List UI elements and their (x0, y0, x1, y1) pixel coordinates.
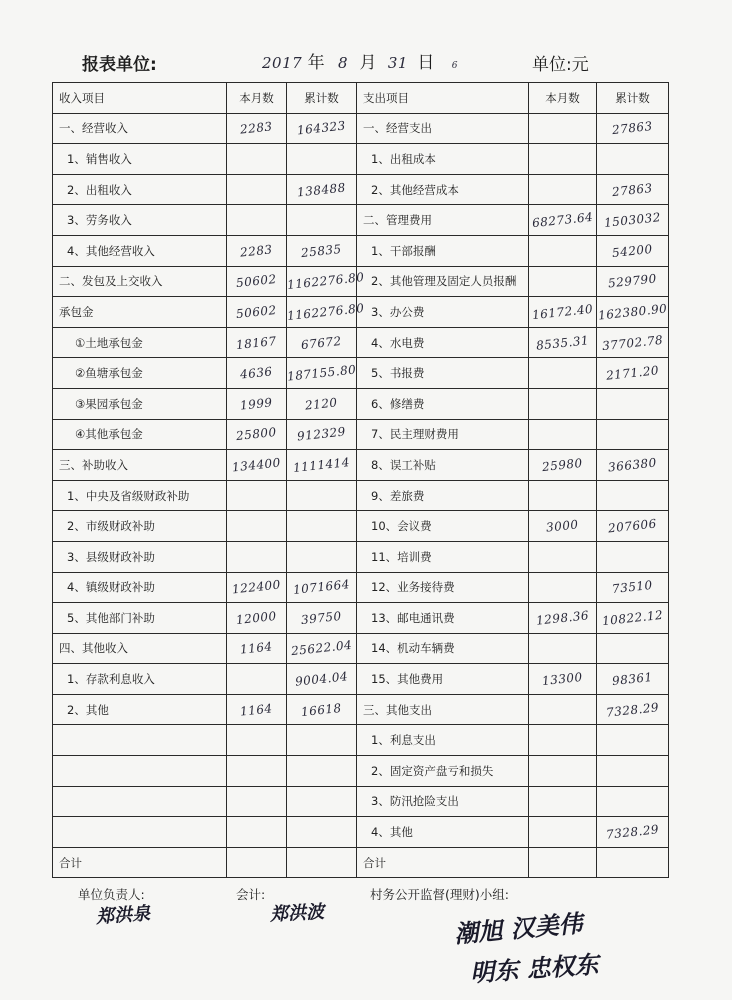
income-item-cell: 2、出租收入 (53, 174, 227, 205)
income-cumulative-cell (286, 266, 366, 297)
handwritten-value: 529790 (607, 271, 658, 291)
income-month-cell (227, 694, 287, 725)
expense-month-cell (529, 725, 597, 756)
expense-item-cell: 8、误工补贴 (357, 450, 529, 481)
expense-month-cell (529, 511, 597, 542)
income-item-cell: ④其他承包金 (53, 419, 227, 450)
income-cumulative-cell (287, 633, 357, 664)
expense-month-cell (529, 144, 597, 175)
income-month-cell (227, 205, 287, 236)
income-cumulative-cell (287, 144, 357, 175)
income-month-cell (227, 327, 287, 358)
income-month-cell (227, 847, 287, 878)
unit-label: 报表单位: (82, 55, 157, 75)
expense-cumulative-cell (597, 174, 669, 205)
expense-month-cell (529, 664, 597, 695)
expense-cumulative-cell (597, 419, 669, 450)
expense-item-cell: 11、培训费 (357, 541, 529, 572)
expense-item-cell: 2、固定资产盘亏和损失 (357, 756, 529, 787)
expense-item-cell: 14、机动车辆费 (357, 633, 529, 664)
expense-month-cell (529, 358, 597, 389)
handwritten-value: 25980 (541, 455, 584, 475)
expense-cumulative-cell (597, 725, 669, 756)
expense-item-cell: 10、会议费 (357, 511, 529, 542)
income-month-cell (227, 388, 287, 419)
income-month-cell (227, 664, 287, 695)
income-month-cell (227, 358, 287, 389)
handwritten-value: 12000 (235, 608, 278, 627)
handwritten-value: 27863 (611, 180, 654, 199)
expense-month-cell (529, 603, 597, 634)
expense-item-cell: 合计 (357, 847, 529, 878)
expense-month-cell (529, 847, 597, 878)
expense-month-cell (529, 541, 597, 572)
income-month-cell (227, 786, 287, 817)
expense-month-header: 本月数 (529, 83, 597, 114)
expense-cumulative-cell (597, 633, 669, 664)
handwritten-value: 25800 (235, 425, 278, 444)
expense-month-cell (529, 327, 597, 358)
income-month-cell (227, 572, 287, 603)
table-row (53, 480, 669, 511)
expense-cumulative-cell (597, 480, 669, 511)
handwritten-value: 1162276.80 (286, 300, 366, 323)
income-month-cell (227, 144, 287, 175)
income-item-cell: 1、存款利息收入 (53, 664, 227, 695)
handwritten-value: 366380 (607, 455, 658, 475)
income-item-cell: 一、经营收入 (53, 113, 227, 144)
handwritten-value: 3000 (545, 517, 580, 535)
signature-area (0, 885, 732, 995)
income-cumulative-cell (287, 603, 357, 634)
expense-month-cell (529, 174, 597, 205)
expense-item-cell: 15、其他费用 (357, 664, 529, 695)
income-cumulative-cell (287, 388, 357, 419)
expense-cumulative-cell (597, 144, 669, 175)
handwritten-value: 25622.04 (290, 638, 353, 659)
income-month-cell (227, 633, 287, 664)
expense-item-cell: 12、业务接待费 (357, 572, 529, 603)
income-item-cell: 三、补助收入 (53, 450, 227, 481)
table-row (53, 113, 669, 144)
handwritten-value: 67672 (300, 333, 343, 352)
handwritten-value: 138488 (296, 180, 347, 200)
income-item-cell: 2、市级财政补助 (53, 511, 227, 542)
expense-item-cell: 7、民主理财费用 (357, 419, 529, 450)
expense-cumulative-cell (597, 786, 669, 817)
expense-cumulative-cell (597, 388, 669, 419)
expense-item-cell: 4、其他 (357, 817, 529, 848)
handwritten-value: 1162276.80 (286, 270, 366, 293)
income-cumulative-cell (287, 664, 357, 695)
expense-month-cell (529, 297, 597, 328)
expense-cumulative-cell (597, 511, 669, 542)
expense-month-cell (529, 450, 597, 481)
income-item-cell (53, 725, 227, 756)
handwritten-value: 73510 (611, 578, 654, 597)
table-row (53, 266, 669, 297)
income-cumulative-cell (287, 235, 357, 266)
handwritten-value: 8535.31 (535, 332, 590, 353)
handwritten-value: 4636 (239, 364, 274, 382)
report-header (0, 48, 732, 78)
handwritten-value: 16172.40 (531, 301, 594, 323)
table-row (53, 633, 669, 664)
income-item-cell: ②鱼塘承包金 (53, 358, 227, 389)
expense-item-cell: 5、书报费 (357, 358, 529, 389)
handwritten-value: 207606 (607, 516, 658, 536)
handwritten-value: 134400 (231, 455, 282, 475)
income-item-cell: 合计 (53, 847, 227, 878)
handwritten-value: 7328.29 (605, 699, 660, 720)
income-item-cell: 承包金 (53, 297, 227, 328)
income-cumulative-cell (287, 480, 357, 511)
handwritten-value: 1111414 (292, 454, 351, 475)
table-row (53, 174, 669, 205)
income-cumulative-cell (286, 297, 366, 328)
expense-cumulative-cell (597, 450, 669, 481)
expense-month-cell (529, 235, 597, 266)
expense-cumulative-header: 累计数 (597, 83, 669, 114)
handwritten-value: 2283 (239, 242, 274, 260)
expense-item-cell: 1、干部报酬 (357, 235, 529, 266)
expense-item-cell: 3、办公费 (357, 297, 529, 328)
handwritten-value: 164323 (296, 118, 347, 138)
date-year: 2017 (262, 54, 303, 72)
income-item-header: 收入项目 (53, 83, 227, 114)
income-month-cell (227, 174, 287, 205)
income-item-cell: 5、其他部门补助 (53, 603, 227, 634)
income-item-cell (53, 786, 227, 817)
expense-month-cell (529, 817, 597, 848)
date-day: 31 (387, 54, 408, 72)
handwritten-value: 37702.78 (601, 332, 664, 353)
income-item-cell: 3、劳务收入 (53, 205, 227, 236)
expense-month-cell (529, 572, 597, 603)
expense-item-cell: 9、差旅费 (357, 480, 529, 511)
income-cumulative-cell (287, 511, 357, 542)
handwritten-value: 912329 (296, 424, 347, 444)
income-cumulative-cell (287, 450, 357, 481)
handwritten-value: 187155.80 (286, 362, 357, 384)
income-cumulative-cell (287, 541, 357, 572)
currency-label: 单位:元 (532, 55, 589, 75)
expense-item-cell: 6、修缮费 (357, 388, 529, 419)
expense-cumulative-cell (597, 205, 669, 236)
expense-cumulative-cell (597, 235, 669, 266)
handwritten-value: 50602 (235, 272, 278, 291)
handwritten-value: 39750 (300, 608, 343, 627)
income-month-cell (227, 480, 287, 511)
expense-item-cell: 2、其他管理及固定人员报酬 (357, 266, 529, 297)
date-mark: 6 (451, 61, 458, 71)
table-row (53, 786, 669, 817)
accountant-label: 会计: (236, 887, 266, 902)
income-item-cell: 1、中央及省级财政补助 (53, 480, 227, 511)
handwritten-value: 18167 (235, 333, 278, 352)
table-row (53, 358, 669, 389)
handwritten-value: 10822.12 (601, 607, 664, 629)
table-row (53, 419, 669, 450)
expense-cumulative-cell (597, 572, 669, 603)
expense-cumulative-cell (597, 113, 669, 144)
handwritten-value: 1999 (239, 395, 274, 413)
table-row (53, 327, 669, 358)
handwritten-value: 162380.90 (597, 301, 668, 323)
leader-label: 单位负责人: (78, 887, 145, 902)
income-cumulative-cell (287, 174, 357, 205)
handwritten-value: 54200 (611, 241, 654, 260)
handwritten-value: 1298.36 (535, 608, 590, 628)
table-row (53, 541, 669, 572)
table-row (53, 572, 669, 603)
table-row (53, 297, 669, 328)
expense-month-cell (529, 633, 597, 664)
table-row (53, 694, 669, 725)
expense-cumulative-cell (597, 541, 669, 572)
income-item-cell (53, 817, 227, 848)
handwritten-value: 2120 (304, 395, 339, 413)
income-cumulative-cell (287, 725, 357, 756)
income-item-cell: 四、其他收入 (53, 633, 227, 664)
income-month-cell (227, 603, 287, 634)
expense-cumulative-cell (597, 266, 669, 297)
income-item-cell: ①土地承包金 (53, 327, 227, 358)
income-month-cell (227, 266, 287, 297)
income-month-cell (227, 235, 287, 266)
handwritten-value: 50602 (235, 302, 278, 322)
expense-item-cell: 2、其他经营成本 (357, 174, 529, 205)
income-month-cell (227, 297, 287, 328)
income-cumulative-cell (287, 694, 357, 725)
income-cumulative-cell (287, 786, 357, 817)
table-row (53, 817, 669, 848)
handwritten-value: 1164 (239, 639, 274, 658)
handwritten-value: 2171.20 (605, 363, 660, 383)
income-item-cell: 1、销售收入 (53, 144, 227, 175)
expense-month-cell (529, 480, 597, 511)
table-row (53, 144, 669, 175)
expense-cumulative-cell (597, 358, 669, 389)
table-header-row (53, 83, 669, 114)
expense-item-cell: 13、邮电通讯费 (357, 603, 529, 634)
income-cumulative-cell (287, 572, 357, 603)
year-char: 年 (307, 53, 325, 73)
income-month-header: 本月数 (227, 83, 287, 114)
handwritten-value: 2283 (239, 119, 274, 138)
income-cumulative-cell (287, 817, 357, 848)
table-row (53, 388, 669, 419)
expense-cumulative-cell (597, 603, 669, 634)
expense-month-cell (529, 388, 597, 419)
day-char: 日 (417, 53, 435, 73)
income-item-cell (53, 756, 227, 787)
expense-item-cell: 3、防汛抢险支出 (357, 786, 529, 817)
handwritten-value: 9004.04 (294, 669, 349, 689)
expense-item-cell: 一、经营支出 (357, 113, 529, 144)
table-row (53, 450, 669, 481)
expense-month-cell (529, 205, 597, 236)
supervision-signatures-line2: 明东 忠权东 (469, 949, 600, 988)
expense-item-cell: 二、管理费用 (357, 205, 529, 236)
expense-cumulative-cell (597, 327, 669, 358)
income-cumulative-cell (287, 419, 357, 450)
report-date (262, 48, 458, 73)
income-expense-table (52, 82, 669, 878)
table-row (53, 664, 669, 695)
income-cumulative-cell (287, 358, 357, 389)
expense-cumulative-cell (597, 664, 669, 695)
income-cumulative-cell (287, 756, 357, 787)
handwritten-value: 98361 (611, 669, 654, 689)
income-month-cell (227, 511, 287, 542)
income-month-cell (227, 725, 287, 756)
leader-signature: 郑洪泉 (95, 903, 151, 928)
income-month-cell (227, 817, 287, 848)
income-month-cell (227, 756, 287, 787)
handwritten-value: 27863 (611, 119, 654, 138)
expense-item-cell: 1、利息支出 (357, 725, 529, 756)
table-body (53, 113, 669, 878)
income-month-cell (227, 541, 287, 572)
income-cumulative-cell (287, 205, 357, 236)
expense-month-cell (529, 113, 597, 144)
expense-month-cell (529, 756, 597, 787)
handwritten-value: 7328.29 (605, 822, 660, 842)
income-item-cell: 4、其他经营收入 (53, 235, 227, 266)
table-row (53, 511, 669, 542)
income-item-cell: 3、县级财政补助 (53, 541, 227, 572)
income-item-cell: 2、其他 (53, 694, 227, 725)
table-row (53, 725, 669, 756)
expense-cumulative-cell (597, 756, 669, 787)
expense-month-cell (529, 694, 597, 725)
handwritten-value: 1503032 (603, 210, 662, 231)
expense-item-cell: 三、其他支出 (357, 694, 529, 725)
expense-item-header: 支出项目 (357, 83, 529, 114)
supervision-label: 村务公开监督(理财)小组: (370, 887, 509, 902)
income-month-cell (227, 450, 287, 481)
income-cumulative-cell (287, 113, 357, 144)
expense-cumulative-cell (597, 694, 669, 725)
handwritten-value: 13300 (541, 669, 584, 689)
handwritten-value: 68273.64 (531, 210, 594, 231)
income-cumulative-header: 累计数 (287, 83, 357, 114)
table-row (53, 756, 669, 787)
income-item-cell: ③果园承包金 (53, 388, 227, 419)
expense-month-cell (529, 266, 597, 297)
handwritten-value: 122400 (231, 577, 282, 597)
handwritten-value: 1164 (239, 701, 274, 719)
income-cumulative-cell (287, 847, 357, 878)
expense-month-cell (529, 419, 597, 450)
expense-cumulative-cell (597, 297, 669, 328)
table-row (53, 847, 669, 878)
accountant-signature: 郑洪波 (269, 901, 325, 926)
income-month-cell (227, 113, 287, 144)
expense-item-cell: 4、水电费 (357, 327, 529, 358)
table-row (53, 205, 669, 236)
expense-month-cell (529, 786, 597, 817)
handwritten-value: 1071664 (292, 577, 351, 598)
table-row (53, 235, 669, 266)
income-cumulative-cell (287, 327, 357, 358)
income-month-cell (227, 419, 287, 450)
supervision-signatures-line1: 潮旭 汉美伟 (453, 908, 584, 949)
income-item-cell: 二、发包及上交收入 (53, 266, 227, 297)
handwritten-value: 16618 (300, 700, 343, 719)
handwritten-value: 25835 (300, 241, 343, 260)
expense-cumulative-cell (597, 817, 669, 848)
expense-item-cell: 1、出租成本 (357, 144, 529, 175)
date-month: 8 (338, 54, 349, 72)
table-row (53, 603, 669, 634)
expense-cumulative-cell (597, 847, 669, 878)
month-char: 月 (359, 53, 377, 73)
income-item-cell: 4、镇级财政补助 (53, 572, 227, 603)
